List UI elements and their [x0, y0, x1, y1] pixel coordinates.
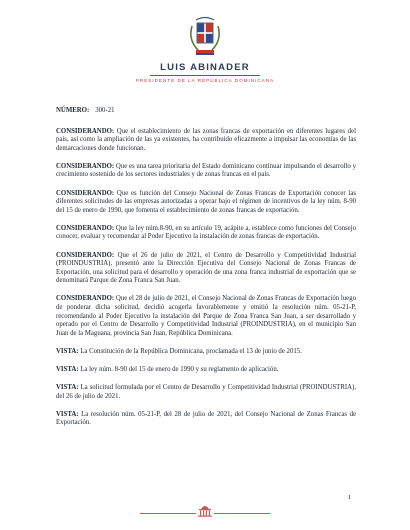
- document-body: [56, 107, 356, 437]
- paragraph: [56, 163, 356, 180]
- paragraph-text: Que el establecimiento de las zonas francas de exportación en diferentes lugares del país, así como la ampliación de las ya existentes, ha contribuido eficazmente a impulsar las economías de las demarcaciones donde funcionan.: [56, 127, 356, 152]
- paragraph-text: Que es una tarea prioritaria del Estado dominicano continuar impulsando el desarrollo y crecimiento sostenido de los sectores industriales y de zonas francas en el país.: [56, 162, 356, 179]
- header-divider: [150, 75, 260, 76]
- paragraph-text: Que es función del Consejo Nacional de Zonas Francas de Exportación conocer las diferentes solicitudes de las empresas autorizadas a operar bajo el régimen de incentivos de la ley núm. 8-90 del 15 de enero de 1990, que fomenta el establecimiento de zonas francas de exportación.: [56, 189, 356, 214]
- paragraph-keyword: VISTA:: [56, 347, 79, 355]
- paragraph-text: Que la ley núm.8-90, en su artículo 19, acápite a, establece como funciones del Consejo conocer, evaluar y recomendar al Poder Ejecutivo la instalación de zonas francas de exportación.: [56, 224, 356, 241]
- header-subtitle: PRESIDENTE DE LA REPÚBLICA DOMINICANA: [135, 78, 275, 83]
- paragraph: [56, 348, 356, 357]
- paragraph-text: Que el 26 de julio de 2021, el Centro de Desarrollo y Competitividad Industrial (PROINDUSTRIA), presentó ante la Dirección Ejecutiva del Consejo Nacional de Zonas Francas de Exportación, una solicitud para el desarrollo y operación de una zona franca industrial de exportación que se denominará Parque de Zona Franca San Juan.: [56, 251, 356, 285]
- coat-of-arms-icon: [186, 14, 224, 58]
- paragraph: [56, 366, 356, 375]
- decree-number-value: 300-21: [95, 107, 115, 114]
- paragraph-keyword: CONSIDERANDO:: [56, 162, 115, 170]
- decree-number-label: NÚMERO:: [56, 107, 90, 114]
- page-number: 1: [348, 494, 352, 501]
- decree-number: [56, 107, 356, 116]
- paragraph-keyword: CONSIDERANDO:: [56, 295, 115, 303]
- paragraph-keyword: VISTA:: [56, 384, 79, 392]
- paragraph-keyword: VISTA:: [56, 410, 79, 418]
- paragraph-keyword: CONSIDERANDO:: [56, 127, 115, 135]
- paragraph-keyword: VISTA:: [56, 365, 79, 373]
- footer-divider-left: [140, 513, 196, 514]
- paragraph-text: La resolución núm. 05-21-P, del 28 de julio de 2021, del Consejo Nacional de Zonas Francas de Exportación.: [56, 410, 356, 427]
- paragraph: [56, 384, 356, 401]
- paragraph: [56, 128, 356, 154]
- paragraph-text: Que el 28 de julio de 2021, el Consejo Nacional de Zonas Francas de Exportación luego de ponderar dicha solicitud, decidió acogerla favorablemente y emitió la resolución núm. 05-21-P, recomendando al Poder Ejecutivo la instalación del Parque de Zona Franca San Juan, a ser desarrollado y operado por el Centro de Desarrollo y Competitividad Industrial (PROINDUSTRIA), en el municipio San Juan de la Maguana, provincia San Juan, República Dominicana.: [56, 295, 356, 337]
- paragraph: [56, 252, 356, 286]
- palace-icon: [196, 503, 214, 517]
- paragraph-keyword: CONSIDERANDO:: [56, 224, 115, 232]
- paragraph: [56, 411, 356, 428]
- paragraph: [56, 225, 356, 242]
- paragraph-text: La solicitud formulada por el Centro de Desarrollo y Competitividad Industrial (PROINDUSTRIA), del 26 de julio de 2021.: [56, 384, 356, 400]
- footer-divider-right: [214, 513, 270, 514]
- paragraph-keyword: CONSIDERANDO:: [56, 189, 115, 197]
- paragraph-text: La ley núm. 8-90 del 15 de enero de 1990 y su reglamento de aplicación.: [78, 365, 279, 373]
- paragraph: [56, 190, 356, 216]
- header-name: LUIS ABINADER: [160, 62, 250, 73]
- paragraph: [56, 295, 356, 338]
- paragraph-text: La Constitución de la República Dominicana, proclamada el 13 de junio de 2015.: [78, 347, 302, 355]
- paragraph-keyword: CONSIDERANDO:: [56, 251, 115, 259]
